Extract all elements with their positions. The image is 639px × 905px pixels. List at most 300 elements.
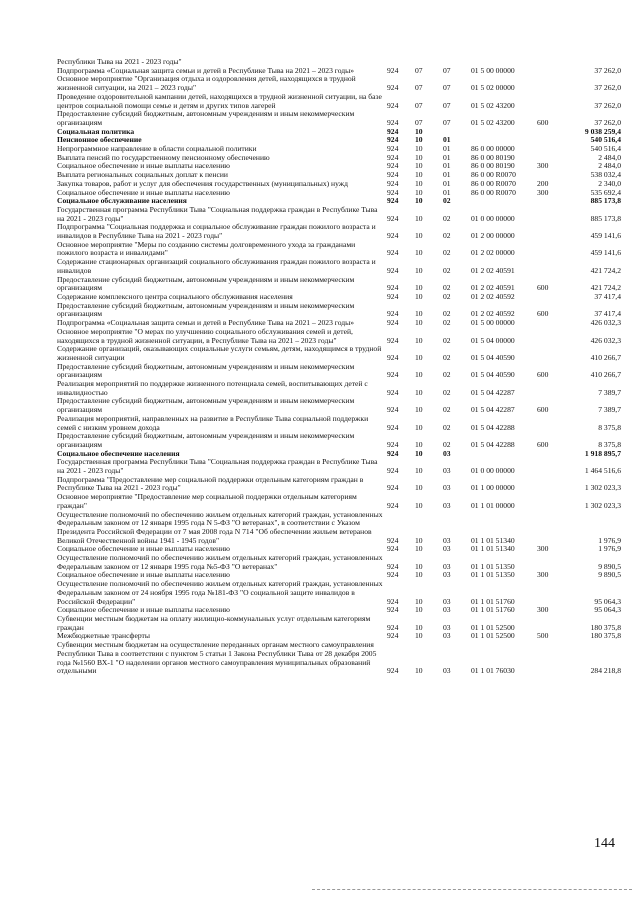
row-code-cell-c2: 10 bbox=[415, 666, 423, 676]
row-code-cell-c5: 500 bbox=[537, 631, 549, 641]
row-code-cell-c5 bbox=[537, 136, 563, 145]
row-code-cell-c6: 95 064,3 bbox=[594, 605, 621, 615]
row-code-cell-c5: 600 bbox=[537, 439, 549, 449]
row-code-cell-c4: 01 2 02 40592 bbox=[471, 291, 515, 301]
row-name-cell: Социальное обеспечение и иные выплаты населению bbox=[57, 544, 230, 554]
row-code-cell-c1: 924 bbox=[387, 596, 399, 606]
row-name-cell: Социальное обеспечение и иные выплаты населению bbox=[57, 570, 230, 580]
row-code-cell-c6: 9 890,5 bbox=[598, 561, 621, 571]
row-name-cell: Осуществление полномочий по обеспечению жильем отдельных категорий граждан, установленных Федеральным законом от 12 января 1995 года N 5-ФЗ "О ветеранах", в соответствии с Указом Президента Российской Федерации от 7 мая 2008 года N 714 "Об обеспечении жильем ветеранов Великой Отечественной войны 1941 - 1945 годов" bbox=[57, 509, 383, 545]
row-code-cell-c1: 924 bbox=[387, 561, 399, 571]
row-code-cell-c3: 02 bbox=[443, 405, 451, 415]
row-code-cell-c3: 03 bbox=[443, 666, 451, 676]
row-code-cell-c5 bbox=[537, 450, 563, 459]
row-code-cell-c3: 02 bbox=[443, 309, 451, 319]
row-code-cell-c2: 10 bbox=[415, 309, 423, 319]
row-code-cell-c4 bbox=[471, 197, 537, 206]
row-code-cell-c2: 10 bbox=[415, 405, 423, 415]
row-code-cell-c6: 7 389,7 bbox=[598, 405, 621, 415]
row-code-cell-c6: 37 262,0 bbox=[594, 100, 621, 110]
row-code-cell-c4: 01 5 04 42287 bbox=[471, 387, 515, 397]
row-code-cell-c4: 01 1 01 51760 bbox=[471, 605, 515, 615]
row-code-cell-c5: 300 bbox=[537, 570, 549, 580]
row-code-cell-c3: 03 bbox=[443, 570, 451, 580]
row-code-cell-c5: 600 bbox=[537, 309, 549, 319]
row-code-cell-c3: 03 bbox=[443, 500, 451, 510]
row-name-cell: Содержание комплексного центра социального обслуживания населения bbox=[57, 291, 293, 301]
row-code-cell-c4: 01 1 00 00000 bbox=[471, 483, 515, 493]
row-code-cell-c2: 10 bbox=[415, 318, 423, 328]
row-code-cell-c1: 924 bbox=[387, 187, 399, 197]
row-code-cell-c6: 1 918 895,7 bbox=[584, 448, 621, 458]
row-name-cell: Республики Тыва на 2021 - 2023 годы" bbox=[57, 57, 182, 66]
row-code-cell-c5 bbox=[537, 319, 563, 328]
row-code-cell-c3: 07 bbox=[443, 83, 451, 93]
row-code-cell-c2: 10 bbox=[415, 213, 423, 223]
row-code-cell-c6: 7 389,7 bbox=[598, 387, 621, 397]
row-code-cell-c6: 9 890,5 bbox=[598, 570, 621, 580]
row-name-cell: Подпрограмма «Социальная защита семьи и детей в Республике Тыва на 2021 – 2023 годы» bbox=[57, 318, 355, 328]
row-code-cell-c3: 02 bbox=[443, 335, 451, 345]
row-name-cell: Государственная программа Республики Тыва "Социальная поддержка граждан в Республике Тыва на 2021 - 2023 годы" bbox=[57, 204, 378, 223]
row-code-cell-c4: 01 5 04 42288 bbox=[471, 422, 515, 432]
row-name-cell: Реализация мероприятий по поддержке жизненного потенциала семей, воспитывающих детей с инвалидностью bbox=[57, 379, 368, 397]
row-code-cell-c4: 01 2 02 00000 bbox=[471, 248, 515, 258]
table-row bbox=[57, 493, 621, 510]
row-code-cell-c5 bbox=[537, 293, 563, 302]
row-code-cell-c6: 8 375,8 bbox=[598, 439, 621, 449]
row-code-cell-c3: 07 bbox=[443, 117, 451, 127]
row-code-cell-c3: 02 bbox=[443, 370, 451, 380]
row-code-cell-c4: 01 1 01 51760 bbox=[471, 596, 515, 606]
row-code-cell-c6: 421 724,2 bbox=[590, 283, 621, 293]
row-code-cell-c1: 924 bbox=[387, 622, 399, 632]
row-name-cell: Подпрограмма "Предоставление мер социальной поддержки отдельным категориям граждан в Республике Тыва на 2021 - 2023 годы" bbox=[57, 474, 364, 493]
row-code-cell-c3: 03 bbox=[443, 561, 451, 571]
row-code-cell-c2: 10 bbox=[415, 596, 423, 606]
row-code-cell-c2: 10 bbox=[415, 126, 423, 136]
row-code-cell-c6: 2 484,0 bbox=[598, 161, 621, 171]
row-code-cell-c5 bbox=[537, 345, 563, 362]
row-code-cell-c1: 924 bbox=[387, 405, 399, 415]
row-code-cell-c3: 01 bbox=[443, 152, 451, 162]
row-code-cell-c2: 10 bbox=[415, 631, 423, 641]
row-code-cell-c2: 10 bbox=[415, 161, 423, 171]
row-code-cell-c1: 924 bbox=[387, 335, 399, 345]
row-code-cell-c1: 924 bbox=[387, 318, 399, 328]
row-code-cell-c1: 924 bbox=[387, 83, 399, 93]
row-code-cell-c1: 924 bbox=[387, 352, 399, 362]
row-code-cell-c3: 02 bbox=[443, 283, 451, 293]
row-code-cell-c4: 01 5 02 43200 bbox=[471, 100, 515, 110]
row-code-cell-c6: 1 464 516,6 bbox=[584, 466, 621, 476]
row-code-cell-c5 bbox=[537, 93, 563, 110]
row-code-cell-c4: 01 1 01 52500 bbox=[471, 631, 515, 641]
row-code-cell-c6: 885 173,8 bbox=[590, 196, 621, 206]
row-code-cell-c1: 924 bbox=[387, 466, 399, 476]
row-code-cell-c1: 924 bbox=[387, 178, 399, 188]
row-code-cell-c4: 01 5 04 40590 bbox=[471, 370, 515, 380]
row-code-cell-c2: 10 bbox=[415, 352, 423, 362]
row-code-cell-c4: 01 5 04 42287 bbox=[471, 405, 515, 415]
row-code-cell-c1: 924 bbox=[387, 152, 399, 162]
row-code-cell-c2: 07 bbox=[415, 65, 423, 75]
row-code-cell-c6: 37 262,0 bbox=[594, 65, 621, 75]
table-row bbox=[57, 302, 621, 319]
row-code-cell-c6: 95 064,3 bbox=[594, 596, 621, 606]
row-code-cell-c2: 10 bbox=[415, 248, 423, 258]
row-code-cell-c2: 10 bbox=[415, 561, 423, 571]
row-name-cell: Реализация мероприятий, направленных на развитие в Республике Тыва социальной поддержки семей с низким уровнем дохода bbox=[57, 413, 369, 432]
row-code-cell-c5 bbox=[537, 380, 563, 397]
table-row bbox=[57, 432, 621, 449]
row-code-cell-c1: 924 bbox=[387, 283, 399, 293]
row-code-cell-c1: 924 bbox=[387, 126, 399, 136]
row-code-cell-c6: 1 976,9 bbox=[598, 544, 621, 554]
row-code-cell-c3: 07 bbox=[443, 100, 451, 110]
row-name-cell: Непрограммное направление в области социальной политики bbox=[57, 144, 257, 154]
row-code-cell-c1: 924 bbox=[387, 544, 399, 554]
row-code-cell-c6: 459 141,6 bbox=[590, 248, 621, 258]
row-code-cell-c4 bbox=[471, 128, 537, 137]
row-code-cell-c5 bbox=[537, 641, 563, 676]
row-code-cell-c6: 8 375,8 bbox=[598, 422, 621, 432]
row-code-cell-c2: 10 bbox=[415, 152, 423, 162]
row-code-cell-c1: 924 bbox=[387, 666, 399, 676]
row-code-cell-c6: 426 032,3 bbox=[590, 335, 621, 345]
row-code-cell-c4: 01 1 01 00000 bbox=[471, 500, 515, 510]
row-name-cell: Межбюджетные трансферты bbox=[57, 631, 150, 641]
row-code-cell-c2: 10 bbox=[415, 466, 423, 476]
row-name-cell: Содержание организаций, оказывающих социальные услуги семьям, детям, находящимся в трудной жизненной ситуации bbox=[57, 344, 382, 362]
table-row bbox=[57, 363, 621, 380]
row-code-cell-c3: 02 bbox=[443, 439, 451, 449]
row-code-cell-c3: 03 bbox=[443, 466, 451, 476]
table-row bbox=[57, 580, 621, 606]
row-code-cell-c2: 07 bbox=[415, 100, 423, 110]
row-code-cell-c4: 01 1 01 51350 bbox=[471, 561, 515, 571]
table-row bbox=[57, 223, 621, 240]
row-code-cell-c4: 01 1 01 51340 bbox=[471, 535, 515, 545]
row-name-cell: Социальное обеспечение населения bbox=[57, 448, 180, 458]
row-code-cell-c5 bbox=[537, 580, 563, 606]
row-name-cell: Предоставление субсидий бюджетным, автономным учреждениям и иным некоммерческим организациям bbox=[57, 361, 355, 380]
row-code-cell-c6: 540 516,4 bbox=[590, 144, 621, 154]
table-row bbox=[57, 615, 621, 632]
row-name-cell: Закупка товаров, работ и услуг для обеспечения государственных (муниципальных) нужд bbox=[57, 178, 348, 188]
row-code-cell-c6: 885 173,8 bbox=[590, 213, 621, 223]
row-code-cell-c1: 924 bbox=[387, 65, 399, 75]
row-code-cell-c4: 01 2 02 40591 bbox=[471, 265, 515, 275]
row-code-cell-c1: 924 bbox=[387, 500, 399, 510]
row-code-cell-c2: 10 bbox=[415, 291, 423, 301]
row-code-cell-c2: 10 bbox=[415, 483, 423, 493]
row-code-cell-c3: 02 bbox=[443, 213, 451, 223]
row-code-cell-c3: 01 bbox=[443, 178, 451, 188]
row-code-cell-c5 bbox=[537, 223, 563, 240]
row-code-cell-c6: 2 340,0 bbox=[598, 178, 621, 188]
row-code-cell-c3: 03 bbox=[443, 535, 451, 545]
row-code-cell-c1: 924 bbox=[387, 448, 399, 458]
row-code-cell-c4: 86 0 00 R0070 bbox=[471, 187, 516, 197]
row-code-cell-c2: 10 bbox=[415, 144, 423, 154]
row-code-cell-c5: 300 bbox=[537, 161, 549, 171]
table-row bbox=[57, 328, 621, 345]
row-name-cell: Подпрограмма «Социальная защита семьи и детей в Республике Тыва на 2021 – 2023 годы» bbox=[57, 65, 355, 75]
row-code-cell-c4: 86 0 00 R0070 bbox=[471, 170, 516, 180]
row-code-cell-c5: 300 bbox=[537, 187, 549, 197]
row-code-cell-c6: 37 262,0 bbox=[594, 117, 621, 127]
row-code-cell-c3: 02 bbox=[443, 318, 451, 328]
row-code-cell-c5 bbox=[537, 458, 563, 475]
row-code-cell-c5: 600 bbox=[537, 370, 549, 380]
row-name-cell: Выплата региональных социальных доплат к пенсии bbox=[57, 170, 228, 180]
row-name-cell: Проведение оздоровительной кампании детей, находящихся в трудной жизненной ситуации, на базе центров социальной помощи семье и детям и других типов лагерей bbox=[57, 91, 382, 110]
row-code-cell-c1: 924 bbox=[387, 170, 399, 180]
row-code-cell-c2: 10 bbox=[415, 570, 423, 580]
row-code-cell-c4: 01 5 00 00000 bbox=[471, 65, 515, 75]
table-row bbox=[57, 397, 621, 414]
row-code-cell-c6: 410 266,7 bbox=[590, 370, 621, 380]
row-code-cell-c6: 37 262,0 bbox=[594, 83, 621, 93]
row-name-cell: Социальная политика bbox=[57, 126, 135, 136]
row-code-cell-c2: 10 bbox=[415, 500, 423, 510]
row-code-cell-c1: 924 bbox=[387, 370, 399, 380]
row-code-cell-c4: 01 5 04 42288 bbox=[471, 439, 515, 449]
row-code-cell-c4: 01 1 01 76030 bbox=[471, 666, 515, 676]
row-code-cell-c4: 86 0 00 00000 bbox=[471, 144, 515, 154]
table-row bbox=[57, 75, 621, 92]
row-code-cell-c6: 426 032,3 bbox=[590, 318, 621, 328]
row-code-cell-c6: 284 218,8 bbox=[590, 666, 621, 676]
row-code-cell-c5 bbox=[537, 476, 563, 493]
row-code-cell-c1: 924 bbox=[387, 631, 399, 641]
row-code-cell-c3: 01 bbox=[443, 135, 451, 145]
row-code-cell-c3: 01 bbox=[443, 161, 451, 171]
row-code-cell-c5: 600 bbox=[537, 117, 549, 127]
row-name-cell: Подпрограмма "Социальная поддержка и социальное обслуживание граждан пожилого возраста и инвалидов в Республике Тыва на 2021 - 2023 годы" bbox=[57, 222, 376, 241]
row-code-cell-c6: 535 692,4 bbox=[590, 187, 621, 197]
row-code-cell-c5 bbox=[537, 128, 563, 137]
row-code-cell-c2: 10 bbox=[415, 265, 423, 275]
table-row bbox=[57, 241, 621, 258]
scan-artifact-line bbox=[312, 889, 632, 891]
row-code-cell-c4: 01 0 00 00000 bbox=[471, 213, 515, 223]
table-row bbox=[57, 641, 621, 676]
row-code-cell-c4: 01 2 00 00000 bbox=[471, 231, 515, 241]
row-code-cell-c4: 01 5 00 00000 bbox=[471, 318, 515, 328]
row-code-cell-c6: 180 375,8 bbox=[590, 622, 621, 632]
row-code-cell-c3: 02 bbox=[443, 231, 451, 241]
row-code-cell-c5 bbox=[537, 511, 563, 546]
row-name-cell: Предоставление субсидий бюджетным, автономным учреждениям и иным некоммерческим организациям bbox=[57, 274, 355, 293]
row-code-cell-c2: 10 bbox=[415, 196, 423, 206]
table-row bbox=[57, 415, 621, 432]
row-name-cell: Государственная программа Республики Тыва "Социальная поддержка граждан в Республике Тыва на 2021 - 2023 годы" bbox=[57, 457, 378, 476]
table-row bbox=[57, 345, 621, 362]
row-code-cell-c2: 10 bbox=[415, 535, 423, 545]
row-code-cell-c2: 10 bbox=[415, 387, 423, 397]
row-code-cell-c1: 924 bbox=[387, 265, 399, 275]
table-row bbox=[57, 511, 621, 546]
row-code-cell-c4: 01 2 02 40591 bbox=[471, 283, 515, 293]
row-code-cell-c3: 02 bbox=[443, 196, 451, 206]
row-code-cell-c1: 924 bbox=[387, 387, 399, 397]
row-code-cell-c5 bbox=[537, 241, 563, 258]
row-code-cell-c2: 10 bbox=[415, 422, 423, 432]
row-code-cell-c2: 10 bbox=[415, 439, 423, 449]
row-code-cell-c2: 10 bbox=[415, 187, 423, 197]
row-code-cell-c5 bbox=[537, 258, 563, 275]
row-name-cell: Предоставление субсидий бюджетным, автономным учреждениям и иным некоммерческим организациям bbox=[57, 396, 355, 415]
row-code-cell-c1: 924 bbox=[387, 196, 399, 206]
row-code-cell-c1: 924 bbox=[387, 422, 399, 432]
row-code-cell-c3: 02 bbox=[443, 352, 451, 362]
row-code-cell-c4: 01 5 04 40590 bbox=[471, 352, 515, 362]
row-code-cell-c1: 924 bbox=[387, 483, 399, 493]
row-code-cell-c1: 924 bbox=[387, 309, 399, 319]
row-code-cell-c3: 03 bbox=[443, 631, 451, 641]
row-code-cell-c4: 01 0 00 00000 bbox=[471, 466, 515, 476]
row-name-cell: Социальное обеспечение и иные выплаты населению bbox=[57, 161, 230, 171]
row-code-cell-c6: 180 375,8 bbox=[590, 631, 621, 641]
row-code-cell-c6: 1 302 023,3 bbox=[584, 500, 621, 510]
row-code-cell-c1: 924 bbox=[387, 291, 399, 301]
row-code-cell-c1: 924 bbox=[387, 248, 399, 258]
row-code-cell-c1: 924 bbox=[387, 161, 399, 171]
row-code-cell-c3: 02 bbox=[443, 291, 451, 301]
row-code-cell-c3: 07 bbox=[443, 65, 451, 75]
row-code-cell-c4: 86 0 00 80190 bbox=[471, 152, 515, 162]
row-code-cell-c3: 03 bbox=[443, 596, 451, 606]
row-code-cell-c2: 07 bbox=[415, 83, 423, 93]
table-row bbox=[57, 110, 621, 127]
row-code-cell-c6: 2 484,0 bbox=[598, 152, 621, 162]
row-name-cell: Основное мероприятие "Предоставление мер социальной поддержки отдельным категориям граждан" bbox=[57, 492, 357, 510]
row-name-cell: Предоставление субсидий бюджетным, автономным учреждениям и иным некоммерческим организациям bbox=[57, 431, 355, 449]
row-name-cell: Основное мероприятие "Организация отдыха и оздоровления детей, находящихся в трудной жизненной ситуации, на 2021 – 2023 годы" bbox=[57, 74, 356, 93]
table-row bbox=[57, 258, 621, 275]
row-code-cell-c3: 03 bbox=[443, 448, 451, 458]
table-row bbox=[57, 458, 621, 475]
row-name-cell: Выплата пенсий по государственному пенсионному обеспечению bbox=[57, 152, 270, 162]
row-code-cell-c1: 924 bbox=[387, 605, 399, 615]
row-code-cell-c2: 10 bbox=[415, 231, 423, 241]
row-code-cell-c1: 924 bbox=[387, 117, 399, 127]
row-code-cell-c3: 03 bbox=[443, 544, 451, 554]
row-code-cell-c5: 200 bbox=[537, 178, 549, 188]
row-code-cell-c4 bbox=[471, 450, 537, 459]
row-code-cell-c4: 86 0 00 80190 bbox=[471, 161, 515, 171]
row-code-cell-c5: 300 bbox=[537, 605, 549, 615]
row-code-cell-c5 bbox=[537, 328, 563, 345]
row-code-cell-c6: 9 038 259,4 bbox=[584, 126, 621, 136]
row-code-cell-c6: 410 266,7 bbox=[590, 352, 621, 362]
row-code-cell-c4: 01 5 02 43200 bbox=[471, 117, 515, 127]
row-code-cell-c5 bbox=[537, 415, 563, 432]
row-code-cell-c2: 10 bbox=[415, 170, 423, 180]
row-name-cell: Предоставление субсидий бюджетным, автономным учреждениям и иным некоммерческим организациям bbox=[57, 109, 355, 127]
row-name-cell: Осуществление полномочий по обеспечению жильем отдельных категорий граждан, установленных Федеральным законом от 12 января 1995 года №5-ФЗ "О ветеранах" bbox=[57, 553, 383, 571]
row-code-cell-c5: 300 bbox=[537, 544, 549, 554]
row-name-cell: Основное мероприятие "Меры по созданию системы долговременного ухода за гражданами пожилого возраста и инвалидами" bbox=[57, 239, 356, 258]
row-code-cell-c6: 538 032,4 bbox=[590, 170, 621, 180]
row-code-cell-c3: 03 bbox=[443, 483, 451, 493]
row-name-cell: Социальное обслуживание населения bbox=[57, 196, 187, 206]
row-code-cell-c6: 540 516,4 bbox=[590, 135, 621, 145]
row-code-cell-c4: 01 5 02 00000 bbox=[471, 83, 515, 93]
row-code-cell-c3: 02 bbox=[443, 248, 451, 258]
table-row bbox=[57, 206, 621, 223]
row-code-cell-c4: 01 5 04 00000 bbox=[471, 335, 515, 345]
row-code-cell-c3: 03 bbox=[443, 622, 451, 632]
row-code-cell-c1: 924 bbox=[387, 439, 399, 449]
row-code-cell-c2: 10 bbox=[415, 605, 423, 615]
row-code-cell-c1: 924 bbox=[387, 231, 399, 241]
row-code-cell-c2: 10 bbox=[415, 178, 423, 188]
row-name-cell: Основное мероприятие "О мерах по улучшению социального обслуживания семей и детей, находящихся в трудной жизненной ситуации, в Республике Тыва на 2021 – 2023 годы" bbox=[57, 326, 353, 345]
row-code-cell-c4: 01 1 01 52500 bbox=[471, 622, 515, 632]
table-row bbox=[57, 476, 621, 493]
row-code-cell-c6: 421 724,2 bbox=[590, 265, 621, 275]
row-code-cell-c2: 10 bbox=[415, 335, 423, 345]
row-code-cell-c1: 924 bbox=[387, 100, 399, 110]
row-code-cell-c1: 924 bbox=[387, 213, 399, 223]
row-code-cell-c2: 10 bbox=[415, 370, 423, 380]
row-code-cell-c2: 10 bbox=[415, 544, 423, 554]
row-name-cell: Содержание стационарных организаций социального обслуживания граждан пожилого возраста и инвалидов bbox=[57, 257, 376, 275]
row-name-cell: Пенсионное обеспечение bbox=[57, 135, 142, 145]
row-code-cell-c3: 01 bbox=[443, 144, 451, 154]
table-row bbox=[57, 380, 621, 397]
table-row bbox=[57, 276, 621, 293]
row-name-cell: Субвенции местным бюджетам на оплату жилищно-коммунальных услуг отдельным категориям граждан bbox=[57, 614, 371, 632]
table-row bbox=[57, 554, 621, 571]
row-name-cell: Социальное обеспечение и иные выплаты населению bbox=[57, 605, 230, 615]
row-code-cell-c5 bbox=[537, 58, 563, 67]
row-code-cell-c2: 10 bbox=[415, 283, 423, 293]
table-row bbox=[57, 93, 621, 110]
row-code-cell-c1: 924 bbox=[387, 135, 399, 145]
row-code-cell-c5: 600 bbox=[537, 283, 549, 293]
row-code-cell-c2: 07 bbox=[415, 117, 423, 127]
row-code-cell-c3: 01 bbox=[443, 187, 451, 197]
row-code-cell-c1: 924 bbox=[387, 144, 399, 154]
row-code-cell-c4: 01 1 01 51350 bbox=[471, 570, 515, 580]
row-code-cell-c3: 03 bbox=[443, 605, 451, 615]
row-code-cell-c2: 10 bbox=[415, 448, 423, 458]
row-code-cell-c6: 1 302 023,3 bbox=[584, 483, 621, 493]
row-code-cell-c3: 02 bbox=[443, 422, 451, 432]
row-code-cell-c5 bbox=[537, 145, 563, 154]
row-name-cell: Осуществление полномочий по обеспечению жильем отдельных категорий граждан, установленных Федеральным законом от 24 ноября 1995 года №181-ФЗ "О социальной защите инвалидов в Российской Федерации" bbox=[57, 579, 383, 606]
row-code-cell-c6: 37 417,4 bbox=[594, 291, 621, 301]
row-code-cell-c5 bbox=[537, 75, 563, 92]
row-code-cell-c1: 924 bbox=[387, 570, 399, 580]
row-code-cell-c3: 02 bbox=[443, 265, 451, 275]
row-code-cell-c5 bbox=[537, 206, 563, 223]
row-code-cell-c5: 600 bbox=[537, 405, 549, 415]
row-code-cell-c5 bbox=[537, 493, 563, 510]
row-code-cell-c2: 10 bbox=[415, 135, 423, 145]
row-code-cell-c5 bbox=[537, 197, 563, 206]
row-code-cell-c3: 02 bbox=[443, 387, 451, 397]
row-name-cell: Субвенции местным бюджетам на осуществление переданных органам местного самоуправления Республики Тыва в соответствии с пунктом 5 статьи 1 Закона Республики Тыва от 28 декабря 2005 года №1560 ВХ-1 "О наделении органов местного самоуправления муниципальных образований отдельными bbox=[57, 640, 377, 676]
page-number: 144 bbox=[594, 836, 615, 851]
row-code-cell-c5 bbox=[537, 67, 563, 76]
row-code-cell-c4: 01 1 01 51340 bbox=[471, 544, 515, 554]
row-code-cell-c4: 86 0 00 R0070 bbox=[471, 178, 516, 188]
